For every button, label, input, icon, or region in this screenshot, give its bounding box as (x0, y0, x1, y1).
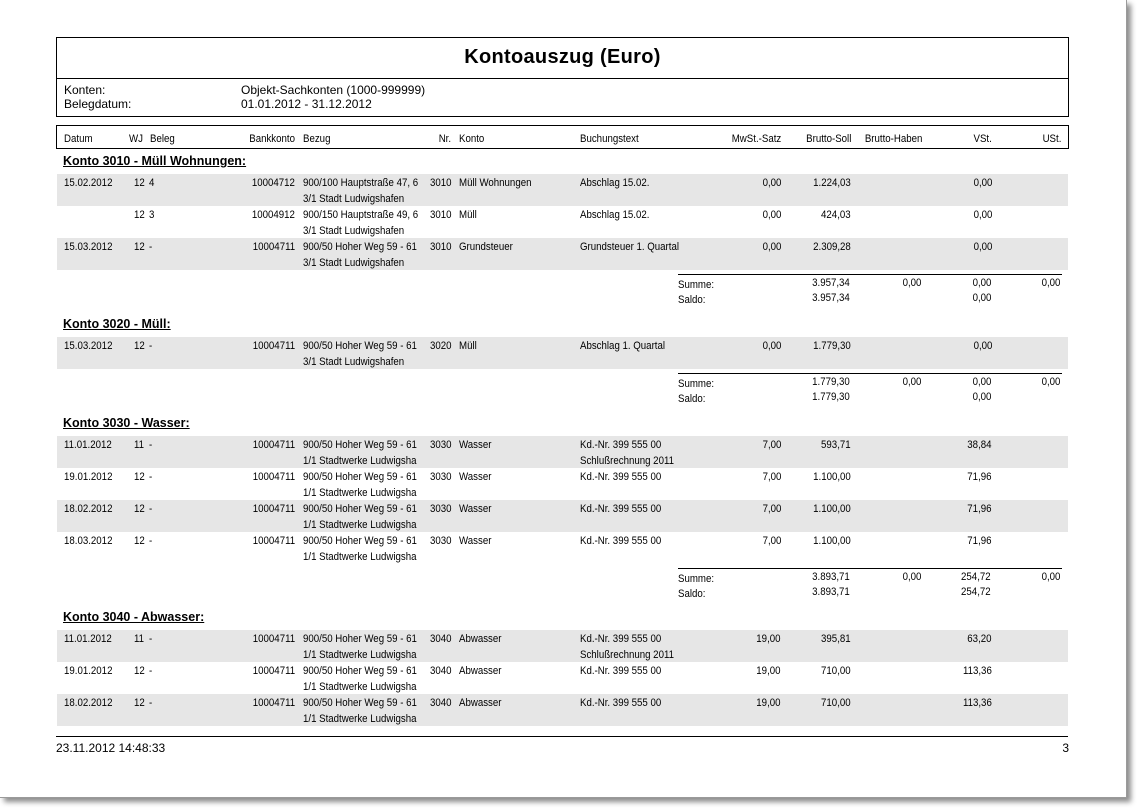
cell-bezug: 900/50 Hoher Weg 59 - 61 (303, 535, 417, 547)
cell-beleg: - (149, 665, 153, 677)
cell-bezug: 900/50 Hoher Weg 59 - 61 (303, 665, 417, 677)
cell-nr: 3010 (429, 241, 451, 253)
cell-bezug: 900/50 Hoher Weg 59 - 61 (303, 697, 417, 709)
cell-bezug-line2: 1/1 Stadtwerke Ludwigsha (303, 551, 417, 563)
saldo-label: Saldo: (678, 294, 706, 306)
cell-bankkonto: 10004711 (252, 340, 295, 352)
cell-konto: Abwasser (459, 665, 502, 677)
table-row (57, 532, 1068, 564)
cell-beleg: - (149, 241, 153, 253)
col-bezug: Bezug (303, 133, 331, 145)
cell-bezug-line2: 3/1 Stadt Ludwigshafen (303, 225, 405, 237)
cell-beleg: 4 (149, 177, 155, 189)
cell-bezug-line2: 3/1 Stadt Ludwigshafen (303, 193, 405, 205)
cell-bankkonto: 10004712 (251, 177, 295, 189)
table-row (57, 337, 1068, 369)
cell-konto: Wasser (459, 439, 492, 451)
summary-divider (678, 568, 1062, 569)
summe-ust: 0,00 (1041, 277, 1060, 289)
summe-vst: 254,72 (961, 571, 991, 583)
col-ust: USt. (1042, 133, 1061, 145)
cell-nr: 3020 (429, 340, 451, 352)
cell-konto: Müll (459, 209, 477, 221)
cell-brutto-soll: 710,00 (821, 665, 851, 677)
cell-mwst-satz: 7,00 (762, 503, 781, 515)
table-row (57, 662, 1068, 694)
table-row (57, 174, 1068, 206)
cell-buchungstext: Kd.-Nr. 399 555 00 (580, 439, 662, 451)
section-title: Konto 3020 - Müll: (63, 317, 171, 331)
summary-divider (678, 274, 1062, 275)
cell-mwst-satz: 0,00 (762, 241, 781, 253)
cell-konto: Müll (459, 340, 477, 352)
cell-buchungstext-line2: Schlußrechnung 2011 (580, 649, 675, 661)
col-brutto-soll: Brutto-Soll (805, 133, 851, 145)
cell-mwst-satz: 19,00 (756, 633, 781, 645)
cell-datum: 15.03.2012 (64, 241, 113, 253)
cell-beleg: - (149, 535, 153, 547)
cell-beleg: - (149, 633, 153, 645)
col-bankkonto: Bankkonto (249, 133, 295, 145)
cell-beleg: - (149, 471, 153, 483)
cell-bankkonto: 10004711 (252, 471, 295, 483)
cell-bezug-line2: 1/1 Stadtwerke Ludwigsha (303, 487, 417, 499)
cell-konto: Wasser (459, 535, 492, 547)
cell-bankkonto: 10004711 (252, 697, 295, 709)
table-row (57, 694, 1068, 726)
cell-konto: Wasser (459, 471, 492, 483)
cell-datum: 11.01.2012 (64, 439, 112, 451)
cell-vst: 113,36 (963, 665, 992, 677)
section-title: Konto 3030 - Wasser: (63, 416, 190, 430)
cell-nr: 3010 (429, 209, 451, 221)
cell-mwst-satz: 0,00 (762, 209, 781, 221)
cell-brutto-soll: 424,03 (821, 209, 851, 221)
col-buchungstext: Buchungstext (580, 133, 639, 145)
saldo-label: Saldo: (678, 588, 706, 600)
summe-ust: 0,00 (1041, 571, 1060, 583)
report-header (56, 37, 1069, 117)
saldo-brutto-soll: 1.779,30 (812, 391, 850, 403)
cell-konto: Abwasser (459, 633, 502, 645)
cell-bezug-line2: 1/1 Stadtwerke Ludwigsha (303, 681, 417, 693)
summe-vst: 0,00 (972, 376, 991, 388)
cell-wj: 12 (134, 209, 145, 221)
cell-wj: 12 (134, 503, 145, 515)
footer-timestamp: 23.11.2012 14:48:33 (56, 741, 166, 755)
cell-bezug-line2: 1/1 Stadtwerke Ludwigsha (303, 455, 417, 467)
cell-beleg: - (149, 340, 153, 352)
cell-bezug-line2: 3/1 Stadt Ludwigshafen (303, 257, 405, 269)
cell-vst: 63,20 (967, 633, 992, 645)
cell-konto: Wasser (459, 503, 492, 515)
saldo-vst: 0,00 (972, 391, 991, 403)
cell-vst: 0,00 (973, 340, 992, 352)
footer-divider (56, 736, 1068, 737)
title-divider (57, 78, 1068, 79)
table-row (57, 238, 1068, 270)
table-row (57, 436, 1068, 468)
cell-nr: 3040 (429, 633, 451, 645)
col-beleg: Beleg (150, 133, 175, 145)
cell-konto: Grundsteuer (459, 241, 513, 253)
cell-wj: 12 (134, 535, 145, 547)
cell-nr: 3030 (429, 439, 451, 451)
report-title: Kontoauszug (Euro) (464, 46, 661, 68)
footer-page-number: 3 (1062, 741, 1069, 755)
cell-datum: 19.01.2012 (64, 665, 113, 677)
cell-bezug: 900/50 Hoher Weg 59 - 61 (303, 503, 417, 515)
cell-mwst-satz: 7,00 (762, 471, 781, 483)
col-brutto-haben: Brutto-Haben (864, 133, 922, 145)
belegdatum-value: 01.01.2012 - 31.12.2012 (241, 97, 372, 111)
summe-brutto-haben: 0,00 (902, 277, 921, 289)
cell-mwst-satz: 7,00 (762, 535, 781, 547)
cell-bezug: 900/50 Hoher Weg 59 - 61 (303, 241, 417, 253)
saldo-vst: 254,72 (961, 586, 991, 598)
cell-brutto-soll: 1.779,30 (813, 340, 851, 352)
cell-bezug-line2: 3/1 Stadt Ludwigshafen (303, 356, 405, 368)
cell-vst: 0,00 (973, 177, 992, 189)
cell-brutto-soll: 2.309,28 (813, 241, 851, 253)
column-header-row (56, 125, 1069, 149)
cell-wj: 11 (134, 633, 145, 645)
cell-buchungstext: Kd.-Nr. 399 555 00 (580, 665, 662, 677)
table-row (57, 500, 1068, 532)
cell-bezug-line2: 1/1 Stadtwerke Ludwigsha (303, 519, 417, 531)
section-title: Konto 3010 - Müll Wohnungen: (63, 154, 247, 168)
cell-nr: 3030 (429, 471, 451, 483)
konten-value: Objekt-Sachkonten (1000-999999) (241, 83, 426, 97)
summe-brutto-soll: 3.893,71 (812, 571, 850, 583)
cell-beleg: 3 (149, 209, 155, 221)
cell-wj: 11 (134, 439, 145, 451)
cell-konto: Müll Wohnungen (459, 177, 532, 189)
col-datum: Datum (64, 133, 93, 145)
cell-nr: 3040 (429, 665, 451, 677)
cell-buchungstext: Grundsteuer 1. Quartal (580, 241, 680, 253)
cell-bezug: 900/50 Hoher Weg 59 - 61 (303, 439, 417, 451)
cell-bezug: 900/50 Hoher Weg 59 - 61 (303, 633, 417, 645)
cell-konto: Abwasser (459, 697, 502, 709)
cell-mwst-satz: 19,00 (756, 665, 781, 677)
saldo-label: Saldo: (678, 393, 706, 405)
cell-brutto-soll: 1.100,00 (813, 503, 851, 515)
cell-datum: 19.01.2012 (64, 471, 113, 483)
col-wj: WJ (129, 133, 143, 145)
table-row (57, 468, 1068, 500)
col-mwst-satz: MwSt.-Satz (731, 133, 781, 145)
cell-mwst-satz: 7,00 (762, 439, 781, 451)
cell-bezug-line2: 1/1 Stadtwerke Ludwigsha (303, 649, 417, 661)
col-nr: Nr. (438, 133, 451, 145)
cell-wj: 12 (134, 665, 145, 677)
cell-datum: 15.02.2012 (64, 177, 113, 189)
cell-vst: 38,84 (967, 439, 992, 451)
col-konto: Konto (459, 133, 485, 145)
cell-datum: 15.03.2012 (64, 340, 113, 352)
cell-bankkonto: 10004912 (251, 209, 295, 221)
summe-ust: 0,00 (1041, 376, 1060, 388)
cell-datum: 18.03.2012 (64, 535, 113, 547)
saldo-brutto-soll: 3.893,71 (812, 586, 850, 598)
cell-bezug: 900/50 Hoher Weg 59 - 61 (303, 471, 417, 483)
table-row (57, 630, 1068, 662)
cell-bankkonto: 10004711 (252, 633, 295, 645)
cell-bezug-line2: 1/1 Stadtwerke Ludwigsha (303, 713, 417, 725)
cell-buchungstext: Abschlag 15.02. (580, 177, 650, 189)
cell-wj: 12 (134, 697, 145, 709)
cell-buchungstext: Abschlag 15.02. (580, 209, 650, 221)
cell-wj: 12 (134, 340, 145, 352)
cell-vst: 71,96 (967, 535, 992, 547)
cell-brutto-soll: 593,71 (821, 439, 851, 451)
cell-beleg: - (149, 697, 153, 709)
cell-beleg: - (149, 439, 153, 451)
cell-buchungstext: Kd.-Nr. 399 555 00 (580, 503, 662, 515)
cell-brutto-soll: 1.224,03 (813, 177, 851, 189)
cell-buchungstext-line2: Schlußrechnung 2011 (580, 455, 675, 467)
cell-vst: 71,96 (967, 503, 992, 515)
cell-nr: 3030 (429, 503, 451, 515)
cell-mwst-satz: 19,00 (756, 697, 781, 709)
saldo-brutto-soll: 3.957,34 (812, 292, 850, 304)
cell-buchungstext: Kd.-Nr. 399 555 00 (580, 471, 662, 483)
cell-datum: 11.01.2012 (64, 633, 112, 645)
cell-vst: 0,00 (973, 241, 992, 253)
section-title: Konto 3040 - Abwasser: (63, 610, 205, 624)
cell-buchungstext: Abschlag 1. Quartal (580, 340, 666, 352)
cell-wj: 12 (134, 177, 145, 189)
cell-bezug: 900/100 Hauptstraße 47, 6 (303, 177, 419, 189)
cell-brutto-soll: 395,81 (821, 633, 851, 645)
cell-buchungstext: Kd.-Nr. 399 555 00 (580, 633, 662, 645)
cell-bankkonto: 10004711 (252, 665, 295, 677)
cell-buchungstext: Kd.-Nr. 399 555 00 (580, 535, 662, 547)
summe-brutto-soll: 3.957,34 (812, 277, 850, 289)
cell-bankkonto: 10004711 (252, 439, 295, 451)
summary-divider (678, 373, 1062, 374)
cell-bankkonto: 10004711 (252, 503, 295, 515)
cell-brutto-soll: 710,00 (821, 697, 851, 709)
cell-mwst-satz: 0,00 (762, 177, 781, 189)
summe-vst: 0,00 (972, 277, 991, 289)
cell-beleg: - (149, 503, 153, 515)
cell-mwst-satz: 0,00 (762, 340, 781, 352)
summe-label: Summe: (678, 573, 715, 585)
cell-vst: 71,96 (967, 471, 992, 483)
cell-bezug: 900/50 Hoher Weg 59 - 61 (303, 340, 417, 352)
summe-label: Summe: (678, 279, 715, 291)
table-row (57, 206, 1068, 238)
cell-nr: 3010 (429, 177, 451, 189)
belegdatum-label: Belegdatum: (64, 97, 132, 111)
cell-vst: 0,00 (973, 209, 992, 221)
cell-brutto-soll: 1.100,00 (813, 535, 851, 547)
cell-bezug: 900/150 Hauptstraße 49, 6 (303, 209, 419, 221)
cell-datum: 18.02.2012 (64, 697, 113, 709)
cell-wj: 12 (134, 471, 145, 483)
summe-label: Summe: (678, 378, 715, 390)
cell-nr: 3030 (429, 535, 451, 547)
cell-bankkonto: 10004711 (252, 535, 295, 547)
cell-vst: 113,36 (963, 697, 992, 709)
cell-nr: 3040 (429, 697, 451, 709)
saldo-vst: 0,00 (972, 292, 991, 304)
cell-wj: 12 (134, 241, 145, 253)
summe-brutto-haben: 0,00 (902, 571, 921, 583)
cell-brutto-soll: 1.100,00 (813, 471, 851, 483)
cell-bankkonto: 10004711 (252, 241, 295, 253)
cell-datum: 18.02.2012 (64, 503, 113, 515)
summe-brutto-soll: 1.779,30 (812, 376, 850, 388)
col-vst: VSt. (973, 133, 992, 145)
cell-buchungstext: Kd.-Nr. 399 555 00 (580, 697, 662, 709)
summe-brutto-haben: 0,00 (902, 376, 921, 388)
konten-label: Konten: (64, 83, 106, 97)
